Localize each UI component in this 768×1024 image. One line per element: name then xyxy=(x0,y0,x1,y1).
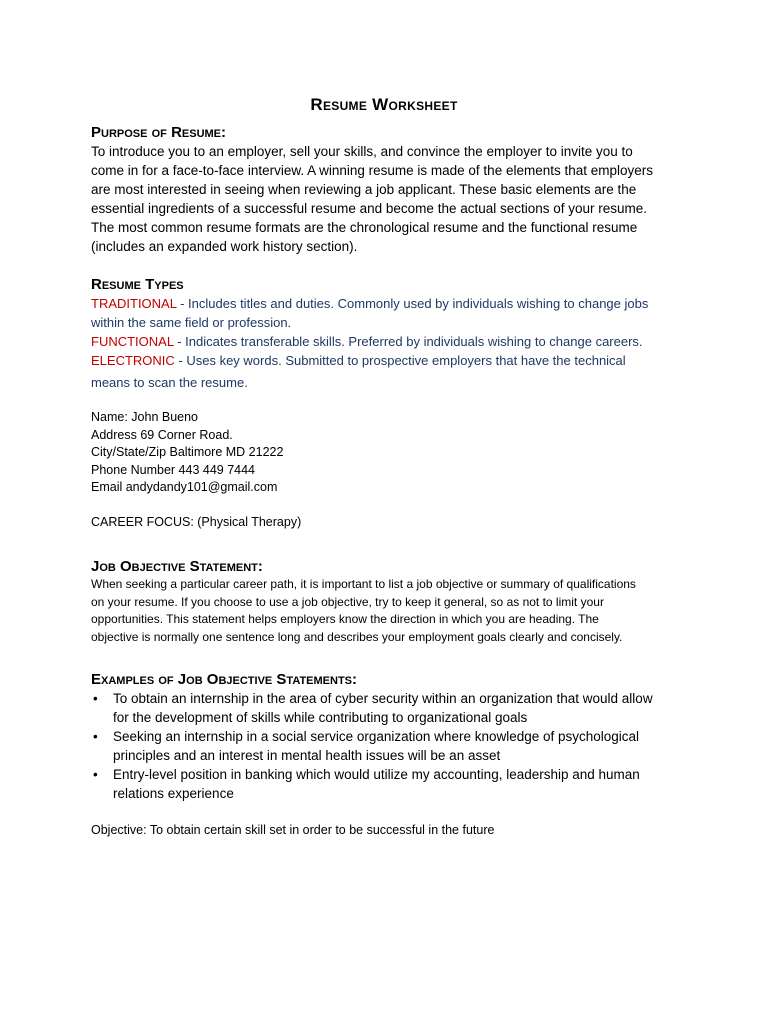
contact-name: Name: John Bueno xyxy=(91,410,199,424)
type-name: TRADITIONAL xyxy=(91,296,177,311)
objective-statement-line: objective is normally one sentence long and describes your employment goals clearly and concisely. xyxy=(91,629,623,644)
career-focus: CAREER FOCUS: (Physical Therapy) xyxy=(91,515,302,529)
contact-address: Address 69 Corner Road. xyxy=(91,427,233,442)
type-desc: - Includes titles and duties. Commonly used by individuals wishing to change jobs xyxy=(176,296,649,311)
bullet-icon: • xyxy=(93,729,98,744)
bullet-icon: • xyxy=(93,767,98,782)
list-item xyxy=(91,689,691,727)
purpose-line: The most common resume formats are the chronological resume and the functional resume xyxy=(91,220,638,235)
resume-types-section xyxy=(91,275,691,392)
example-line: Entry-level position in banking which would utilize my accounting, leadership and human xyxy=(113,767,640,782)
document-title: Resume Worksheet xyxy=(310,95,458,114)
contact-email: Email andydandy101@gmail.com xyxy=(91,480,278,495)
contact-section xyxy=(91,409,691,497)
objective-statement-line: opportunities. This statement helps employers know the direction in which you are heading. The xyxy=(91,612,599,627)
purpose-line: (includes an expanded work history section). xyxy=(91,239,358,254)
example-line: To obtain an internship in the area of cyber security within an organization that would allow xyxy=(113,691,653,706)
bullet-icon: • xyxy=(93,691,98,706)
examples-heading: Examples of Job Objective Statements: xyxy=(91,671,358,688)
objective-statement-section xyxy=(91,557,691,646)
examples-section xyxy=(91,670,691,803)
purpose-line: are most interested in seeing when reviewing a job applicant. These basic elements are the xyxy=(91,182,637,197)
type-traditional xyxy=(91,294,691,313)
purpose-line: To introduce you to an employer, sell your skills, and convince the employer to invite you to xyxy=(91,144,633,159)
example-line: for the development of skills while contributing to organizational goals xyxy=(113,710,528,725)
type-electronic xyxy=(91,351,691,370)
example-line: relations experience xyxy=(113,786,234,801)
example-line: principles and an interest in mental health issues will be an asset xyxy=(113,748,501,763)
type-desc-cont: within the same field or profession. xyxy=(91,315,292,330)
resume-types-heading: Resume Types xyxy=(91,276,184,293)
objective-statement-line: When seeking a particular career path, it is important to list a job objective or summary of qualifications xyxy=(91,577,636,591)
list-item xyxy=(91,727,691,765)
type-desc: - Indicates transferable skills. Preferred by individuals wishing to change careers. xyxy=(173,334,643,349)
type-desc: - Uses key words. Submitted to prospective employers that have the technical xyxy=(174,353,626,368)
type-functional xyxy=(91,332,691,351)
purpose-line: come in for a face-to-face interview. A winning resume is made of the elements that employers xyxy=(91,163,654,178)
objective-line: Objective: To obtain certain skill set in order to be successful in the future xyxy=(91,823,495,837)
list-item xyxy=(91,765,691,803)
contact-city: City/State/Zip Baltimore MD 21222 xyxy=(91,445,284,460)
examples-list xyxy=(91,689,691,803)
purpose-heading: Purpose of Resume: xyxy=(91,124,227,141)
type-name: FUNCTIONAL xyxy=(91,334,174,349)
type-desc-cont: means to scan the resume. xyxy=(91,375,248,390)
objective-statement-line: on your resume. If you choose to use a job objective, try to keep it general, so as not to limit your xyxy=(91,594,604,609)
contact-phone: Phone Number 443 449 7444 xyxy=(91,462,256,477)
purpose-line: essential ingredients of a successful resume and become the actual sections of your resume. xyxy=(91,201,648,216)
purpose-section xyxy=(91,123,691,256)
type-name: ELECTRONIC xyxy=(91,353,175,368)
objective-statement-heading: Job Objective Statement: xyxy=(91,558,263,575)
example-line: Seeking an internship in a social service organization where knowledge of psychological xyxy=(113,729,640,744)
